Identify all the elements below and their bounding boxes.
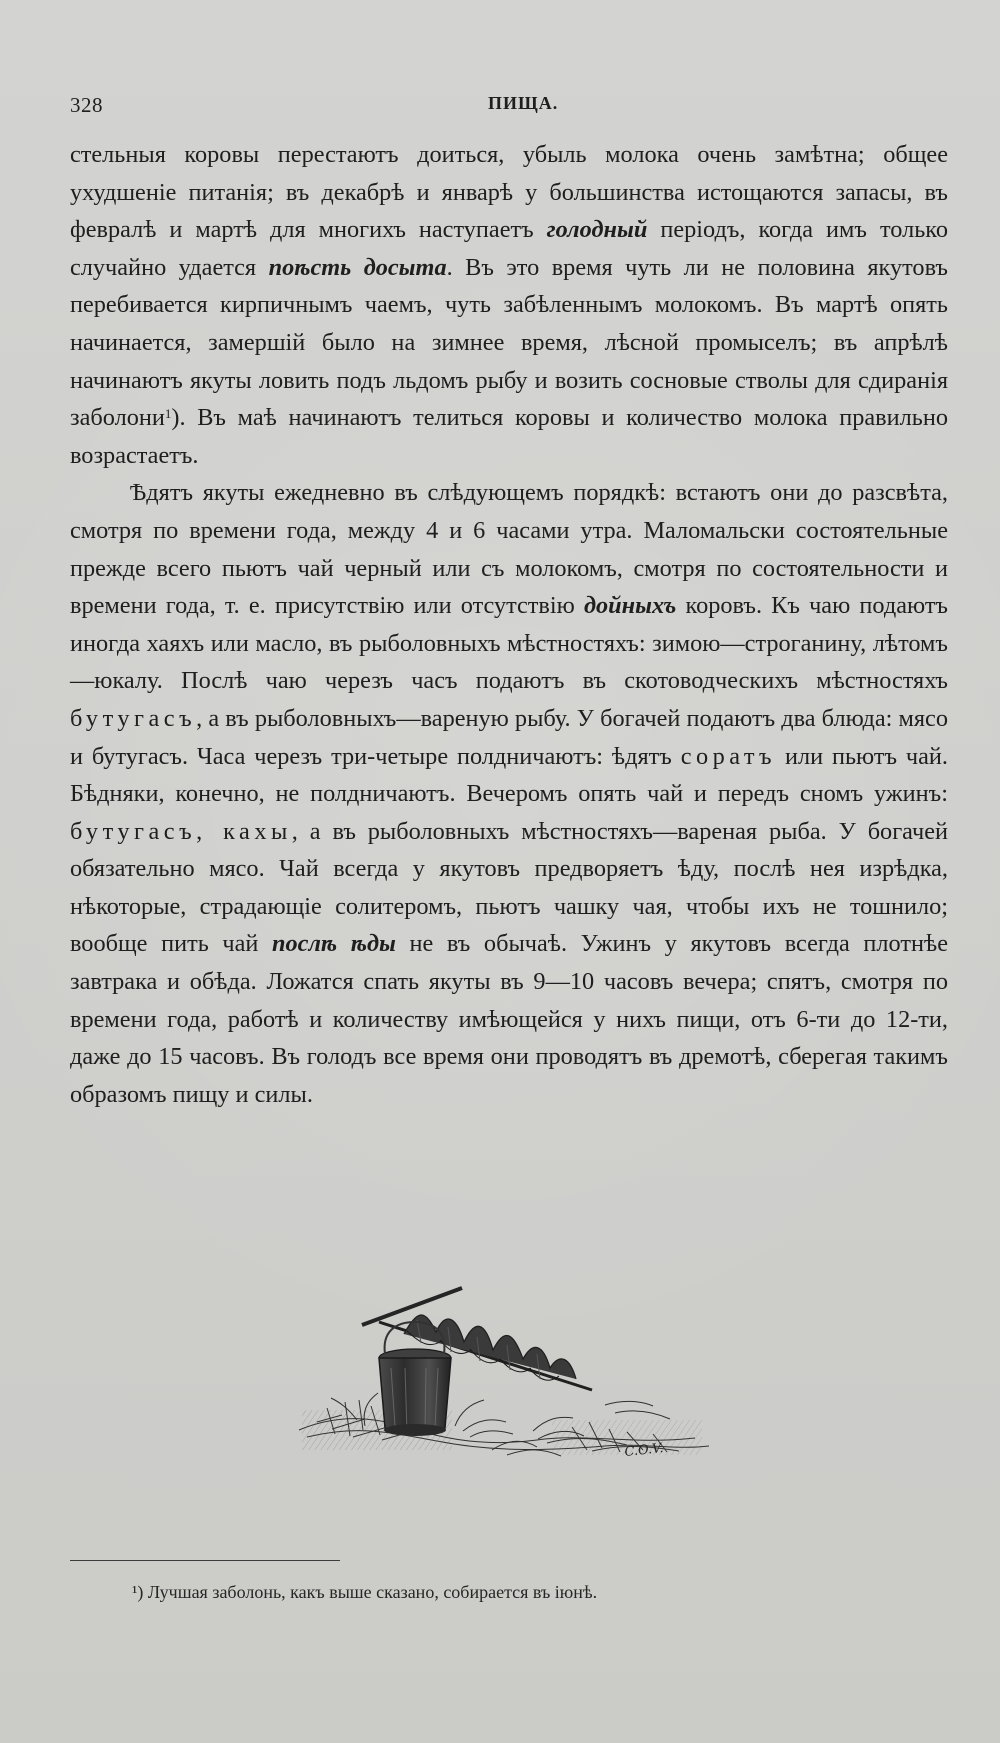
footnote-text: Лучшая заболонь, какъ выше сказано, собирается въ іюнѣ. bbox=[147, 1582, 598, 1602]
paragraph-2 bbox=[70, 474, 948, 1113]
spaced-phrase-butugas-kakhy: бутугасъ, кахы bbox=[70, 817, 292, 845]
running-head: ПИЩА. bbox=[488, 93, 559, 113]
footnote-marker: ¹) bbox=[132, 1582, 144, 1602]
italic-word-golodny: голодный bbox=[546, 216, 648, 244]
spaced-word-sorat: соратъ bbox=[680, 742, 777, 770]
paragraph-2-part-4: или пьютъ чай. Бѣдняки, конечно, не полдничаютъ. Вечеромъ опять чай и передъ сномъ ужинъ: bbox=[70, 742, 948, 808]
italic-word-doynykh: дойныхъ bbox=[583, 592, 677, 620]
paragraph-2-part-6: не въ обычаѣ. Ужинъ у якутовъ всегда плотнѣе завтрака и обѣда. Ложатся спать якуты въ 9—10 часовъ вечера; спятъ, смотря по времени года, работѣ и количеству имѣющейся у нихъ пищи, отъ 6-ти до 12-ти, даже до 15 часовъ. Въ голодъ все время они проводятъ въ дремотѣ, сберегая такимъ образомъ пищу и силы. bbox=[70, 930, 948, 1108]
paragraph-1-part-1: стельныя коровы перестаютъ доиться, убыль молока очень замѣтна; общее ухудшеніе питанія; въ декабрѣ и январѣ у большинства истощаются запасы, въ февралѣ и мартѣ для многихъ наступаетъ bbox=[70, 141, 948, 244]
spaced-word-butugas: бутугасъ bbox=[70, 704, 197, 732]
page-header bbox=[0, 0, 1000, 140]
footnote-reference: 1 bbox=[164, 406, 172, 422]
paragraph-1-part-4: ). Въ маѣ начинаютъ телиться коровы и количество молока правильно возрастаетъ. bbox=[70, 404, 948, 469]
paragraph-2-part-5: , а въ рыболовныхъ мѣстностяхъ—вареная рыба. У богачей обязательно мясо. Чай всегда у якутовъ предворяетъ ѣду, послѣ нея изрѣдка, нѣкоторые, страдающіе солитеромъ, пьютъ чашку чая, чтобы ихъ не тошнило; вообще пить чай bbox=[70, 817, 948, 958]
footnote-divider bbox=[70, 1560, 340, 1561]
italic-phrase-posle-edy: послѣ ѣды bbox=[272, 930, 396, 958]
footnote bbox=[132, 1580, 872, 1604]
paragraph-2-part-1: Ѣдятъ якуты ежедневно въ слѣдующемъ порядкѣ: встаютъ они до разсвѣта, смотря по времени года, между 4 и 6 часами утра. Маломальски состоятельные прежде всего пьютъ чай черный или съ молокомъ, смотря по состоятельности и времени года, т. е. присутствію или отсутствію bbox=[70, 479, 948, 620]
engraved-vignette bbox=[287, 1280, 717, 1475]
paragraph-1 bbox=[70, 136, 948, 474]
paragraph-1-part-2: періодъ, когда имъ только случайно удается bbox=[70, 216, 948, 281]
illustration-signature: C.O.V. bbox=[623, 1440, 665, 1460]
page-number: 328 bbox=[70, 93, 103, 117]
paragraph-2-part-3: , а въ рыболовныхъ—вареную рыбу. У богачей подаютъ два блюда: мясо и бутугасъ. Часа черезъ три-четыре полдничаютъ: ѣдятъ bbox=[70, 704, 948, 770]
main-text bbox=[70, 136, 948, 1113]
paragraph-1-part-3: . Въ это время чуть ли не половина якутовъ перебивается кирпичнымъ чаемъ, чуть забѣленнымъ молокомъ. Въ мартѣ опять начинается, замершій было на зимнее время, лѣсной промыселъ; въ апрѣлѣ начинаютъ якуты ловить подъ льдомъ рыбу и возить сосновые стволы для сдиранія заболони bbox=[70, 253, 948, 432]
italic-phrase-poest-dosyta: поѣсть досыта bbox=[268, 253, 447, 281]
paragraph-2-part-2: коровъ. Къ чаю подаютъ иногда хаяхъ или масло, въ рыболовныхъ мѣстностяхъ: зимою—строганину, лѣтомъ—юкалу. Послѣ чаю черезъ часъ подаютъ въ скотоводческихъ мѣстностяхъ bbox=[70, 592, 948, 695]
